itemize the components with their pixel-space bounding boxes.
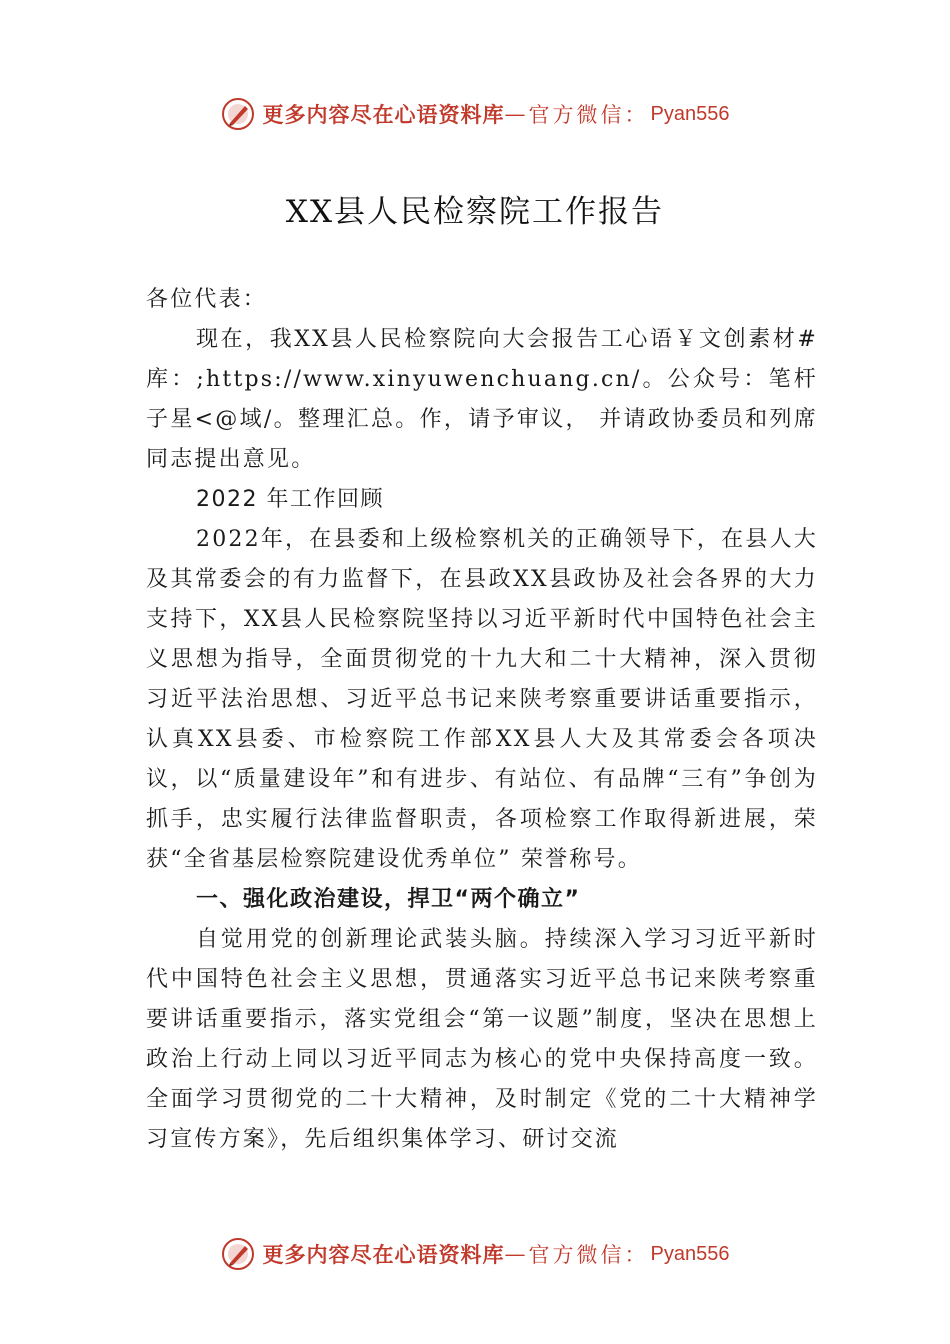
watermark-brand: 更多内容尽在心语资料库 [262, 1242, 505, 1267]
watermark-official: 官方微信： [528, 1243, 649, 1267]
document-title: XX县人民检察院工作报告 [285, 194, 665, 230]
watermark-official: 官方微信： [528, 103, 649, 127]
intro-paragraph: 现在，我XX县人民检察院向大会报告工心语￥文创素材#库：;https://www.xinyuwenchuang.cn/。公众号：笔杆子星<@域/。整理汇总。作，请予审议， 并请政协委员和列席同志提出意见。 [146, 327, 818, 472]
watermark-wechat-id: Pyan556 [650, 1242, 730, 1265]
section-review-heading: 2022 年工作回顾 [196, 487, 384, 512]
section-one-heading: 一、强化政治建设，捍卫“两个确立” [196, 887, 581, 912]
watermark-wechat-id: Pyan556 [650, 102, 730, 125]
watermark-separator: — [504, 102, 529, 126]
section-one-paragraph: 自觉用党的创新理论武装头脑。持续深入学习习近平新时代中国特色社会主义思想，贯通落实习近平总书记来陕考察重要讲话重要指示，落实党组会“第一议题”制度，坚决在思想上政治上行动上同以习近平同志为核心的党中央保持高度一致。全面学习贯彻党的二十大精神，及时制定《党的二十大精神学习宣传方案》，先后组织集体学习、研讨交流 [146, 927, 818, 1152]
salutation: 各位代表： [146, 287, 268, 312]
watermark-brand: 更多内容尽在心语资料库 [262, 102, 505, 127]
pen-logo-icon [221, 97, 255, 131]
watermark-footer [0, 1232, 950, 1276]
pen-logo-icon [221, 1237, 255, 1271]
review-paragraph: 2022年，在县委和上级检察机关的正确领导下，在县人大及其常委会的有力监督下，在县政XX县政协及社会各界的大力支持下，XX县人民检察院坚持以习近平新时代中国特色社会主义思想为指导，全面贯彻党的十九大和二十大精神，深入贯彻习近平法治思想、习近平总书记来陕考察重要讲话重要指示，认真XX县委、市检察院工作部XX县人大及其常委会各项决议，以“质量建设年”和有进步、有站位、有品牌“三有”争创为抓手，忠实履行法律监督职责，各项检察工作取得新进展，荣获“全省基层检察院建设优秀单位” 荣誉称号。 [146, 527, 818, 872]
watermark-separator: — [504, 1242, 529, 1266]
watermark-header [0, 92, 950, 136]
document-body [146, 280, 818, 1160]
